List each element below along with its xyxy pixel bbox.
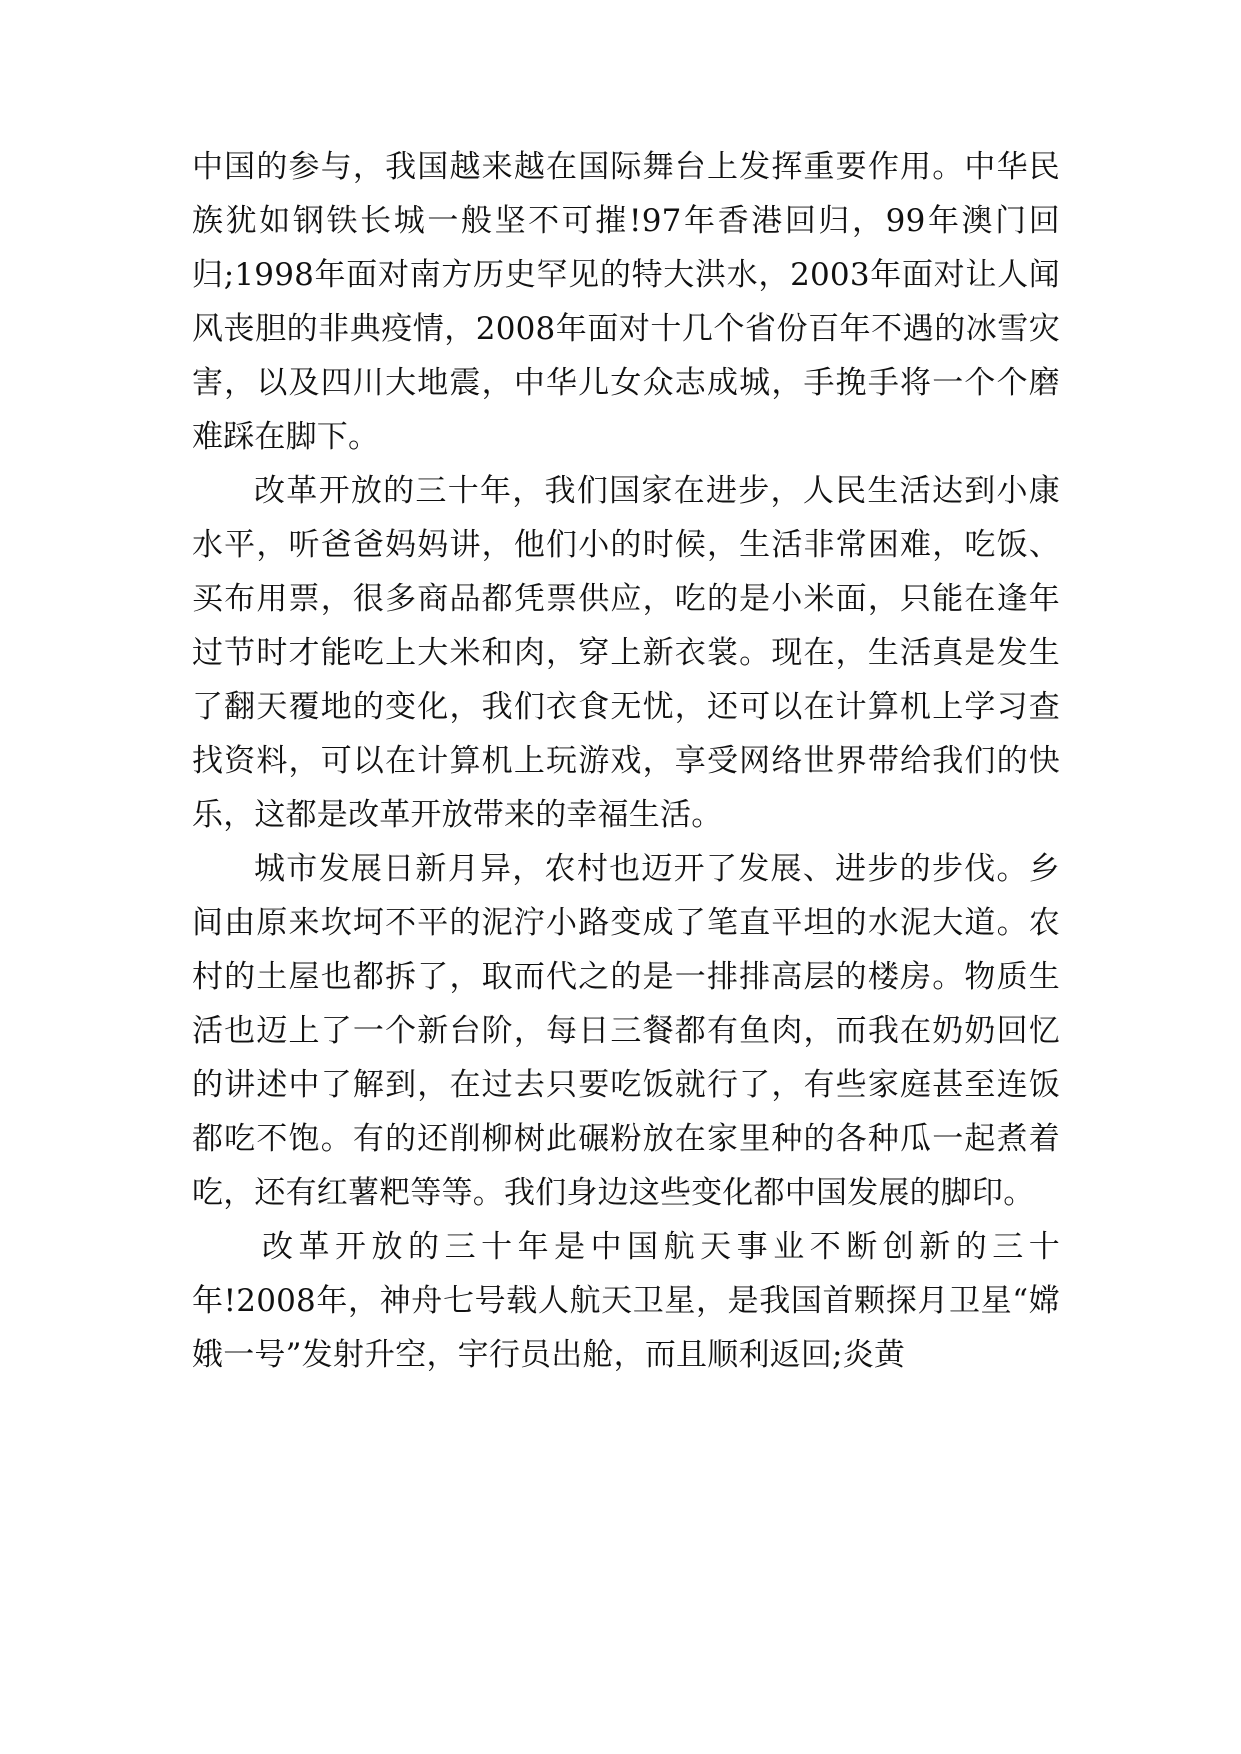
paragraph-2: 改革开放的三十年，我们国家在进步，人民生活达到小康水平，听爸爸妈妈讲，他们小的时候，生活非常困难，吃饭、买布用票，很多商品都凭票供应，吃的是小米面，只能在逢年过节时才能吃上大米和肉，穿上新衣裳。现在，生活真是发生了翻天覆地的变化，我们衣食无忧，还可以在计算机上学习查找资料，可以在计算机上玩游戏，享受网络世界带给我们的快乐，这都是改革开放带来的幸福生活。 xyxy=(192,473,1060,833)
document-body xyxy=(192,140,1060,1382)
paragraph-1: 中国的参与，我国越来越在国际舞台上发挥重要作用。中华民族犹如钢铁长城一般坚不可摧!97年香港回归，99年澳门回归;1998年面对南方历史罕见的特大洪水，2003年面对让人闻风丧胆的非典疫情，2008年面对十几个省份百年不遇的冰雪灾害，以及四川大地震，中华儿女众志成城，手挽手将一个个磨难踩在脚下。 xyxy=(192,149,1060,455)
paragraph-4: 改革开放的三十年是中国航天事业不断创新的三十年!2008年，神舟七号载人航天卫星，是我国首颗探月卫星“嫦娥一号”发射升空，宇行员出舱，而且顺利返回;炎黄 xyxy=(192,1229,1060,1373)
paragraph-3: 城市发展日新月异，农村也迈开了发展、进步的步伐。乡间由原来坎坷不平的泥泞小路变成了笔直平坦的水泥大道。农村的土屋也都拆了，取而代之的是一排排高层的楼房。物质生活也迈上了一个新台阶，每日三餐都有鱼肉，而我在奶奶回忆的讲述中了解到，在过去只要吃饭就行了，有些家庭甚至连饭都吃不饱。有的还削柳树此碾粉放在家里种的各种瓜一起煮着吃，还有红薯粑等等。我们身边这些变化都中国发展的脚印。 xyxy=(192,851,1060,1211)
